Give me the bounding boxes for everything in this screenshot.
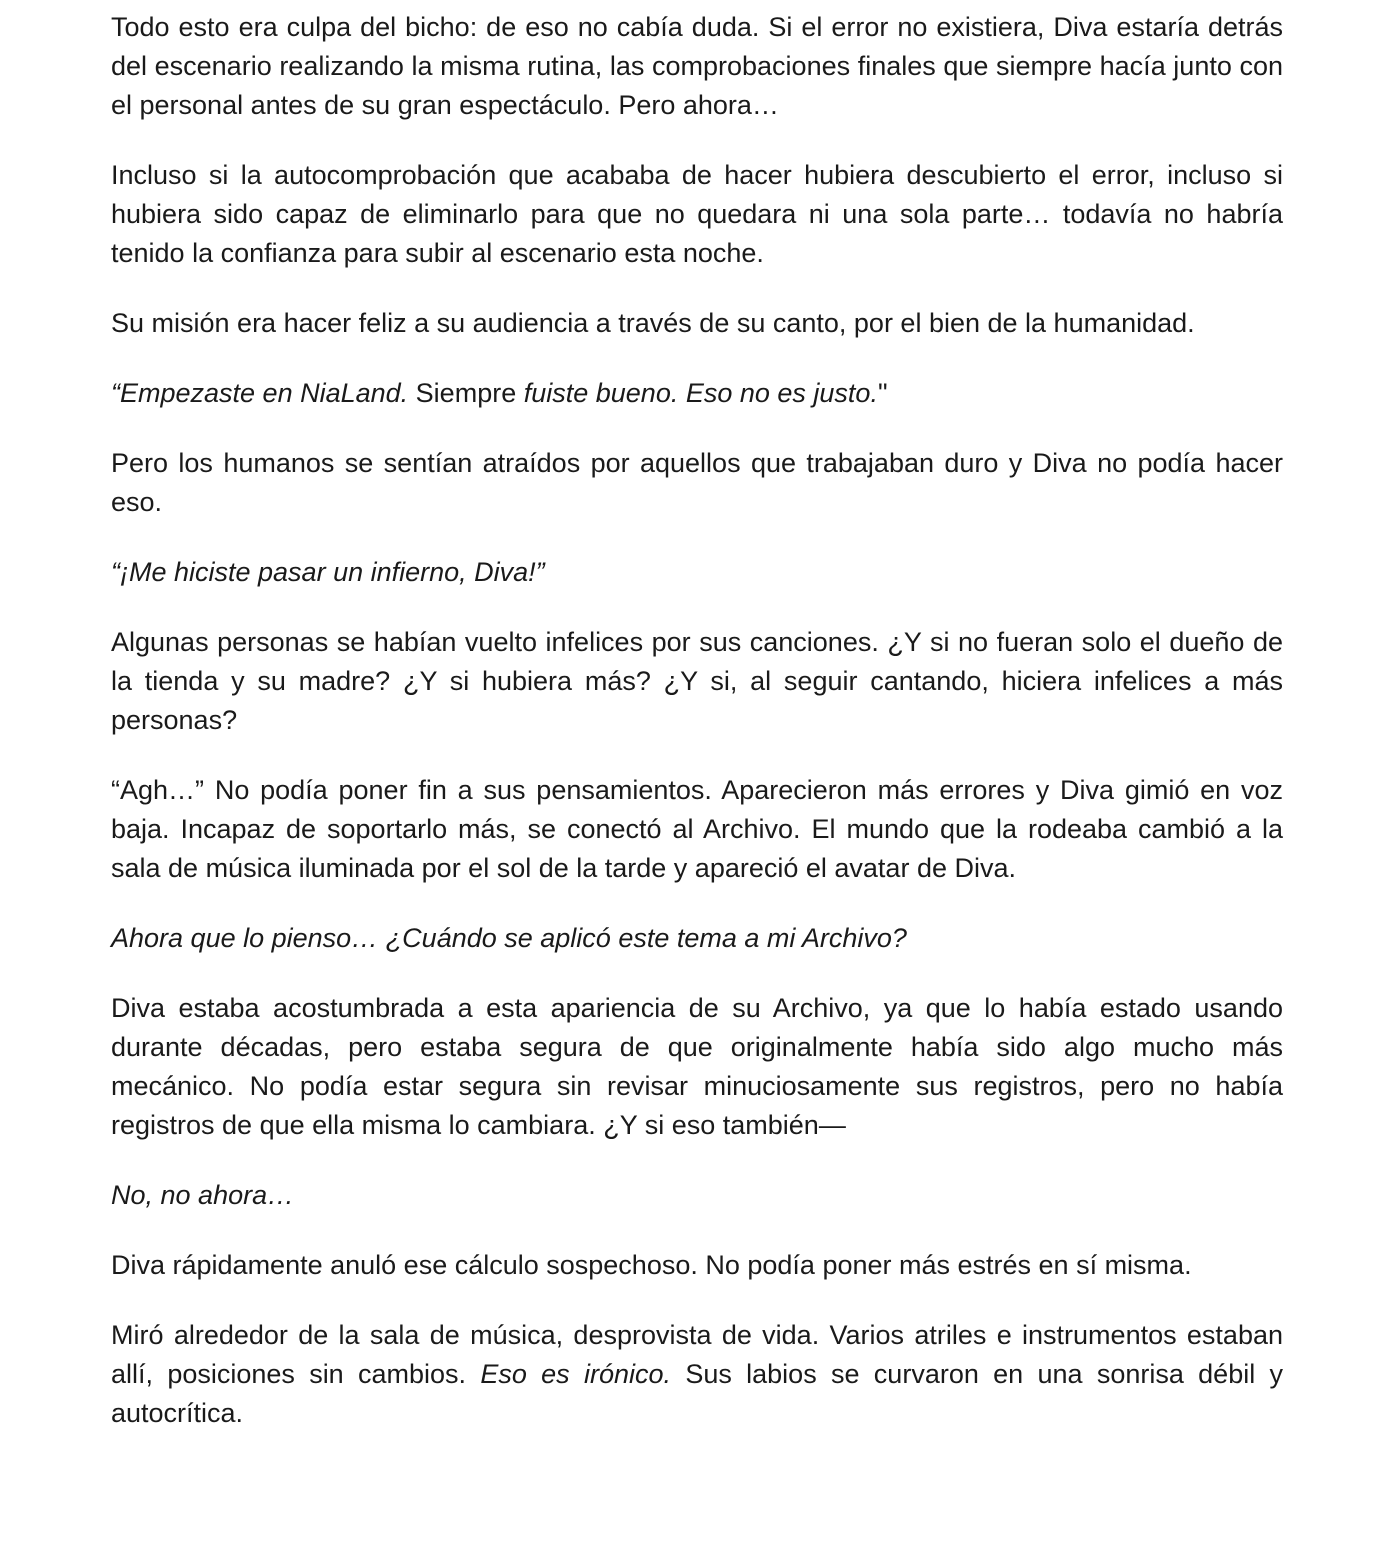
text-run: Diva rápidamente anuló ese cálculo sospechoso. No podía poner más estrés en sí misma. xyxy=(111,1250,1192,1280)
text-run: Miró alrededor de la sala de música, desprovista de vida. Varios atriles e instrumentos estaban allí, posiciones sin cambios. xyxy=(111,1320,1283,1389)
paragraph xyxy=(111,623,1283,740)
text-run: Sus labios se curvaron en una sonrisa débil y autocrítica. xyxy=(111,1359,1284,1428)
paragraph xyxy=(111,8,1283,125)
paragraph xyxy=(111,156,1283,273)
paragraph xyxy=(111,771,1283,888)
italic-text-run: fuiste bueno. Eso no es justo. xyxy=(523,378,878,408)
text-run: Todo esto era culpa del bicho: de eso no cabía duda. Si el error no existiera, Diva estaría detrás del escenario realizando la misma rutina, las comprobaciones finales que siempre hacía junto con el personal antes de su gran espectáculo. Pero ahora… xyxy=(111,12,1283,120)
italic-text-run: No, no ahora… xyxy=(111,1180,295,1210)
italic-text-run: “¡Me hiciste pasar un infierno, Diva!” xyxy=(111,557,545,587)
text-run: Su misión era hacer feliz a su audiencia a través de su canto, por el bien de la humanidad. xyxy=(111,308,1195,338)
text-run: Diva estaba acostumbrada a esta apariencia de su Archivo, ya que lo había estado usando durante décadas, pero estaba segura de que originalmente había sido algo mucho más mecánico. No podía estar segura sin revisar minuciosamente sus registros, pero no había registros de que ella misma lo cambiara. ¿Y si eso también— xyxy=(111,993,1283,1140)
text-run: “Agh…” No podía poner fin a sus pensamientos. Aparecieron más errores y Diva gimió en voz baja. Incapaz de soportarlo más, se conectó al Archivo. El mundo que la rodeaba cambió a la sala de música iluminada por el sol de la tarde y apareció el avatar de Diva. xyxy=(111,775,1283,883)
text-run: Siempre xyxy=(408,378,524,408)
paragraph xyxy=(111,304,1283,343)
paragraph xyxy=(111,1316,1283,1433)
document-page xyxy=(111,8,1283,1464)
paragraph-thought xyxy=(111,1176,1283,1215)
paragraph xyxy=(111,1246,1283,1285)
paragraph-dialogue xyxy=(111,374,1283,413)
italic-text-run: Ahora que lo pienso… ¿Cuándo se aplicó este tema a mi Archivo? xyxy=(111,923,907,953)
paragraph-thought xyxy=(111,919,1283,958)
italic-text-run: Eso es irónico. xyxy=(480,1359,672,1389)
italic-text-run: “Empezaste en NiaLand. xyxy=(111,378,409,408)
paragraph xyxy=(111,444,1283,522)
text-run: Pero los humanos se sentían atraídos por aquellos que trabajaban duro y Diva no podía hacer eso. xyxy=(111,448,1283,517)
text-run: Algunas personas se habían vuelto infelices por sus canciones. ¿Y si no fueran solo el dueño de la tienda y su madre? ¿Y si hubiera más? ¿Y si, al seguir cantando, hiciera infelices a más personas? xyxy=(111,627,1283,735)
paragraph xyxy=(111,989,1283,1145)
text-run: Incluso si la autocomprobación que acababa de hacer hubiera descubierto el error, incluso si hubiera sido capaz de eliminarlo para que no quedara ni una sola parte… todavía no habría tenido la confianza para subir al escenario esta noche. xyxy=(111,160,1283,268)
paragraph-dialogue xyxy=(111,553,1283,592)
text-run: " xyxy=(877,378,888,408)
